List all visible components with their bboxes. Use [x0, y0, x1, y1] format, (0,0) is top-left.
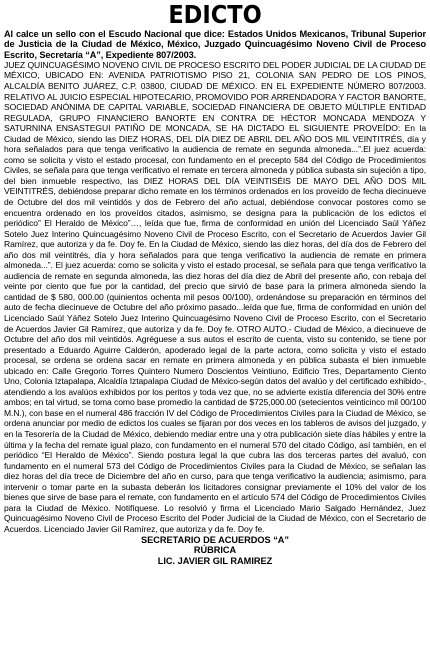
signature-rubrica: RÚBRICA: [193, 545, 237, 556]
signature-title: SECRETARIO DE ACUERDOS “A”: [140, 534, 290, 545]
notice-title: EDICTO: [168, 0, 262, 29]
signature-block: [4, 535, 426, 567]
notice-body: JUEZ QUINCUAGÉSIMO NOVENO CIVIL DE PROCESO ESCRITO DEL PODER JUDICIAL DE LA CIUDAD DE MÉXICO, UBICADO EN: AVENIDA PATRIOTISMO PISO 21, COLONIA SAN PEDRO DE LOS PINOS, ALCALDÍA BENITO JUÁREZ, C.P. 03800, CIUDAD DE MÉXICO. EN EL EXPEDIENTE NÚMERO 807/2003. RELATIVO AL JUICIO ESPECIAL HIPOTECARIO, PROMOVIDO POR ARRENDADORA Y FACTOR BANORTE, SOCIEDAD ANÓNIMA DE CAPITAL VARIABLE, SOCIEDAD FINANCIERA DE OBJETO MÚLTIPLE ENTIDAD REGULADA, GRUPO FINANCIERO BANORTE EN CONTRA DE HÉCTOR MONCADA MENDOZA Y SATURNINA ENSASTEGUI PATIÑO DE MONCADA, SE HA DICTADO EL SIGUIENTE PROVEÍDO: En la Ciudad de México, siendo las DIEZ HORAS, DEL DÍA DIEZ DE ABRIL DEL AÑO DOS MIL VEINTITRÉS, día y hora señalados para que tenga verificativo la audiencia de remate en segunda almoneda...”.El juez acuerda: como se solicita y visto el estado procesal, con fundamento en el precepto 584 del Código de Procedimientos Civiles, se señala para que tenga verificativo el remate en tercera almoneda y pública subasta sin sujeción a tipo, del bien inmueble respectivo, las DIEZ HORAS DEL DÍA VEINTISÉIS DE MAYO DEL AÑO DOS MIL VEINTITRÉS, debiéndose preparar dicho remate en los términos ordenados en los proveído de fecha diecinueve de Octubre del dos mil veintidós y dos de Febrero del año actual, debiéndose convocar postores como se encuentra ordenado en los proveídos citados, asimismo, se designa para la publicación de los edictos el periódico” El Heraldo de México”…, leída que fue, firma de conformidad en unión del Licenciado Saúl Yáñez Sotelo Juez Interino Quincuagésimo Noveno Civil de Proceso Escrito, con el Secretario de Acuerdos Javier Gil Ramírez, que autoriza y da fe. Doy fe. En la Ciudad de México, siendo las diez horas, del día dos de Febrero del año dos mil veintitrés, día y hora señalados para que tenga verificativo la audiencia de remate en primera almoneda...”. El juez acuerda: como se solicita y visto el estado procesal, se señala para que tenga verificativo la audiencia de remate en segunda almoneda, las diez horas del día diez de Abril del presente año, con rebaja del veinte por ciento que fue por la cantidad, del precio que sirvió de base para la primera almoneda siendo la cantidad de $ 580, 000.00 (quinientos ochenta mil pesos 00/100), ordenándose su preparación en términos del auto de fecha diecinueve de Octubre del año próximo pasado...leída que fue, firma de conformidad en unión del Licenciado Saúl Yáñez Sotelo Juez Interino Quincuagésimo Noveno Civil de Proceso Escrito, con el Secretario de Acuerdos Javier Gil Ramírez, que autoriza y da fe. Doy fe. OTRO AUTO.- Ciudad de México, a diecinueve de Octubre del año dos mil veintidós. Agréguese a sus autos el escrito de cuenta, visto su contenido, se tiene por presentado a Eduardo Aguirre Calderón, apoderado legal de la parte actora, como solicita y visto el estado procesal, se ordena se ordena sacar en remate en primera almoneda y en pública subasta el bien inmueble ubicado en: Calle Gregorio Torres Quintero Numero Doscientos Veintiuno, Edificio Tres, Departamento Ciento Uno, Colonia Iztapalapa, Alcaldía Iztapalapa Ciudad de México-según datos del avalúo y del certificado exhibido-, atendiendo a los avalúos exhibidos por los peritos y toda vez que, no se advierte existía diferencia del 30% entre ambos; en tal virtud, se toma como base promedio la cantidad de $725,000.00 (setecientos veinticinco mil 00/100 M.N.), con base en el numeral 486 fracción IV del Código de Procedimientos Civiles para la Ciudad de México, se ordena anunciar por medio de edictos los cuales se fijaran por dos veces en los tableros de avisos del juzgado, y en la Tesorería de la Ciudad de México, debiendo mediar entre una y otra publicación siete días hábiles y entre la última y la fecha del remate igual plazo, con fundamento en el numeral 570 del citado Código, así también, en el periódico “El Heraldo de México”. Siendo postura legal la que cubra las dos terceras partes del avaluó, con fundamento en el numeral 573 del Código de Procedimientos Civiles para la Ciudad de México, se señalan las diez horas del día trece de Diciembre del año en curso, para que tenga verificativo la audiencia; asimismo, para intervenir o tomar parte en la subasta deberán los licitadores consignar previamente el 10% del valor de los bienes que sirve de base para el remate, con fundamento en el artículo 574 del Código de Procedimientos Civiles para la Ciudad de México. Notifíquese. Lo resolvió y firma el Licenciado Mario Salgado Hernández, Juez Quincuagésimo Noveno Civil de Proceso Escrito del Poder Judicial de la Ciudad de México, con el Secretario de Acuerdos. Licenciado Javier Gil Ramírez, que autoriza y da fe. Doy fe.: [4, 59, 427, 534]
signature-name: LIC. JAVIER GIL RAMIREZ: [157, 555, 273, 566]
seal-heading: Al calce un sello con el Escudo Nacional que dice: Estados Unidos Mexicanos, Tribunal Superior de Justicia de la Ciudad de México, México, Juzgado Quincuagésimo Noveno Civil de Proceso Escrito, Secretaría “A”, Expediente 807/2003.: [4, 29, 426, 60]
